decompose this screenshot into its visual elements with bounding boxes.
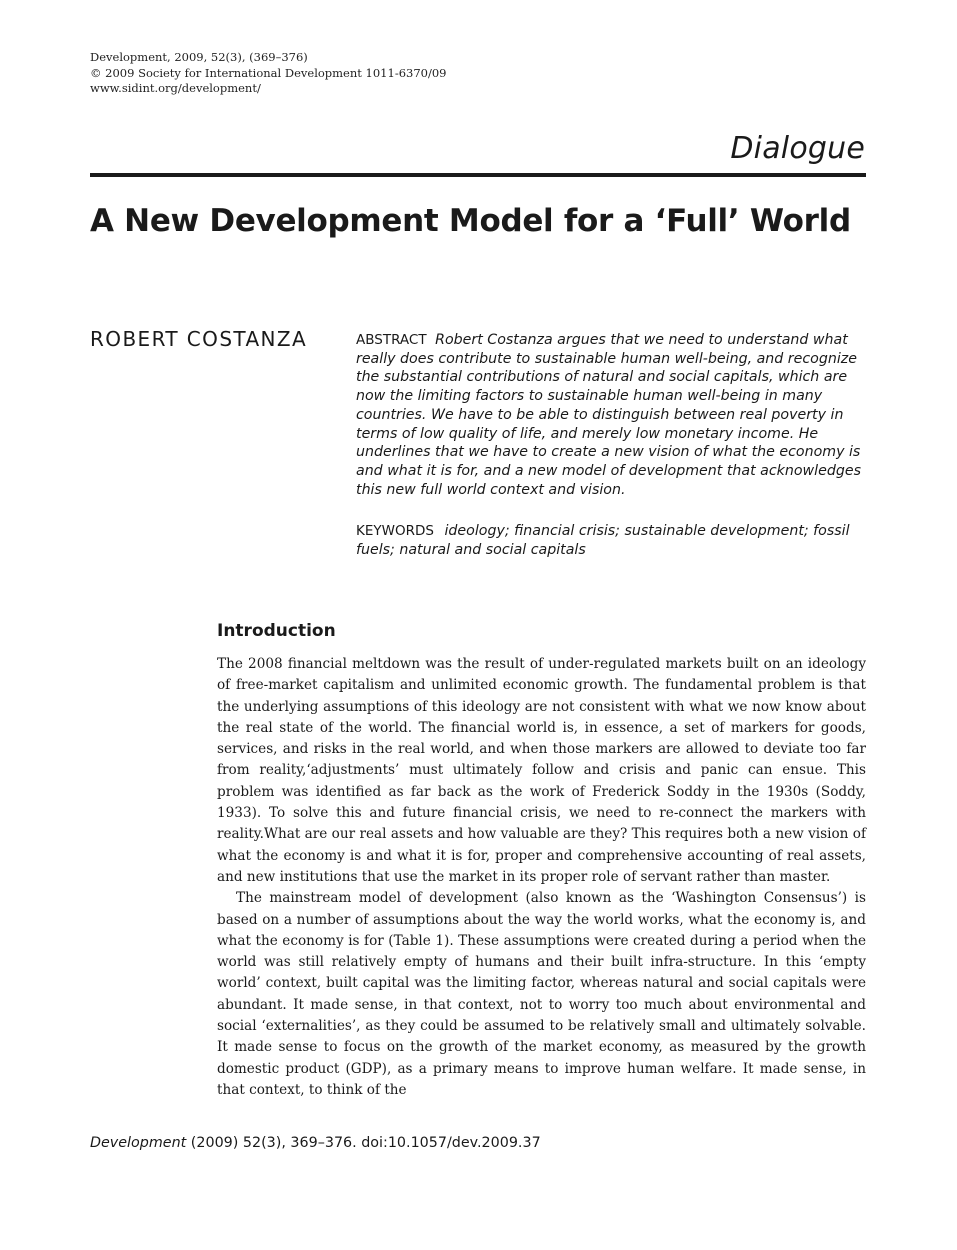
section-label: Dialogue (730, 131, 865, 166)
footer-citation: (2009) 52(3), 369–376. doi:10.1057/dev.2009.37 (186, 1135, 541, 1151)
introduction-body (217, 654, 866, 1101)
journal-url: www.sidint.org/development/ (90, 81, 261, 95)
author-name: ROBERT COSTANZA (90, 327, 308, 351)
header-rule (90, 173, 866, 177)
footer-journal: Development (90, 1135, 187, 1151)
journal-meta (90, 50, 446, 97)
abstract-label: ABSTRACT (356, 332, 427, 348)
keywords-label: KEYWORDS (356, 523, 434, 539)
introduction-heading: Introduction (217, 621, 336, 641)
page-footer (90, 1135, 541, 1151)
keywords-text: ideology; financial crisis; sustainable development; fossil fuels; natural and social capitals (356, 523, 850, 558)
paragraph: The 2008 financial meltdown was the result of under-regulated markets built on an ideology of free-market capitalism and unlimited economic growth. The fundamental problem is that the underlying assumptions of this ideology are not consistent with what we now know about the real state of the world. The financial world is, in essence, a set of markers for goods, services, and risks in the real world, and when those markers are allowed to deviate too far from reality,‘adjustments’ must ultimately follow and crisis and panic can ensue. This problem was identified as far back as the work of Frederick Soddy in the 1930s (Soddy, 1933). To solve this and future financial crisis, we need to re-connect the markers with reality.What are our real assets and how valuable are they? This requires both a new vision of what the economy is and what it is for, proper and comprehensive accounting of real assets, and new institutions that use the market in its proper role of servant rather than master. (217, 656, 866, 885)
keywords (356, 522, 868, 559)
abstract (356, 331, 868, 499)
paragraph: The mainstream model of development (also known as the ‘Washington Consensus’) is based on a number of assumptions about the way the world works, what the economy is, and what the economy is for (Table 1). These assumptions were created during a period when the world was still relatively empty of humans and their built infra-structure. In this ‘empty world’ context, built capital was the limiting factor, whereas natural and social capitals were abundant. It made sense, in that context, not to worry too much about environmental and social ‘externalities’, as they could be assumed to be relatively small and ultimately solvable. It made sense to focus on the growth of the market economy, as measured by the growth domestic product (GDP), as a primary means to improve human welfare. It made sense, in that context, to think of the (217, 890, 866, 1098)
journal-citation-line: Development, 2009, 52(3), (369–376) (90, 50, 308, 64)
article-title: A New Development Model for a ‘Full’ World (90, 203, 851, 239)
abstract-text: Robert Costanza argues that we need to understand what really does contribute to sustainable human well-being, and recognize the substantial contributions of natural and social capitals, which are now the limiting factors to sustainable human well-being in many countries. We have to be able to distinguish between real poverty in terms of low quality of life, and merely low monetary income. He underlines that we have to create a new vision of what the economy is and what it is for, and a new model of development that acknowledges this new full world context and vision. (356, 332, 861, 498)
copyright-line: © 2009 Society for International Development 1011-6370/09 (90, 65, 447, 80)
